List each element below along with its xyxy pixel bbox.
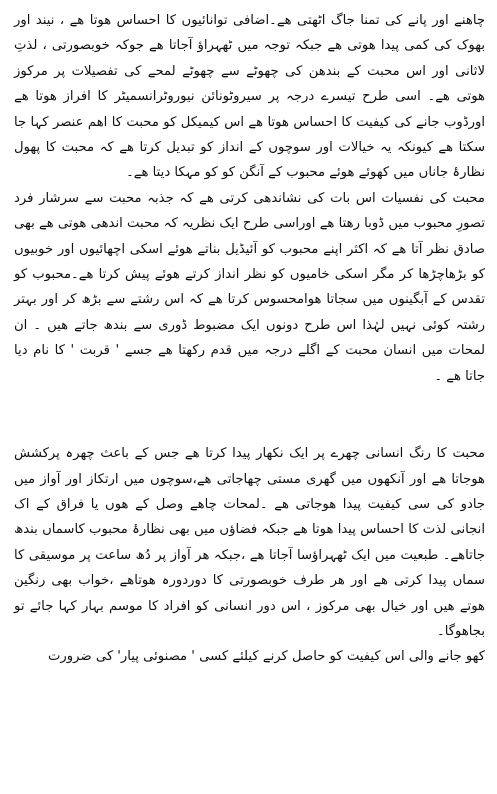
paragraph-spacer <box>14 389 485 441</box>
paragraph-4: کھو جانے والی اس کیفیت کو حاصل کرنے کیلئے کسی ' مصنوئی پیار' کی ضرورت <box>48 649 485 665</box>
paragraph-1: چاھنے اور پانے کی تمنا جاگ اٹھتی ھے۔اضافی توانائیوں کا احساس ھوتا ھے ، نیند اور بھوک کی کمی پیدا ھوتی ھے جبکہ توجہ میں ٹھہراؤ آجاتا ھے جوکہ خوبصورتی ، لذتِ لاثانی اور اس محبت کے بندھن کی چھوٹے سے چھوٹے لمحے کی تفصیلات پر مرکوز ھوتی ھے۔ اسی طرح تیسرے درجہ پر سیروٹونائن نیوروٹرانسمیٹر کا افراز ھوتا ھے اورڈوب جانے کی کیفیت کا احساس ھوتا ھے اس کیمیکل کو محبت کا اھم عنصر کہا جا سکتا ھے کیونکہ یہ خیالات اور سوچوں کے انداز کو تبدیل کرتا ھے کہ محبت کا پھول نظارۂ جاناں میں کھوئے ھوئے محبوب کے آنگن کو کو مہکا دیتا ھے۔ <box>14 13 485 181</box>
paragraph-3: محبت کا رنگ انسانی چھرے پر ایک نکھار پیدا کرتا ھے جس کے باعث چھرہ پرکشش ھوجاتا ھے اور آنکھوں میں گھری مستی چھاجاتی ھے،سوچوں میں ارتکاز اور آواز میں جادو کی سی کیفیت پیدا ھوجاتی ھے ۔لمحات چاھے وصل کے ھوں یا فراق کے اک انجانی لذت کا احساس پیدا ھوتا ھے جبکہ فضاؤں میں بھی نظارۂ محبوب کاسماں بندھ جاتاھے۔ طبعیت میں ایک ٹھہراؤسا آجاتا ھے ،جبکہ ھر آواز پر دُھ ساعت پر موسیقی کا سماں پیدا کرتی ھے اور ھر طرف خوبصورتی کا دوردورہ ھوتاھے ،خواب بھی رنگین ھوتے ھیں اور خیال بھی مرکوز ، اس دور انسانی کو افراد کا موسم بہار کہا جائے تو بجاھوگا۔ <box>14 446 485 639</box>
paragraph-2: محبت کی نفسیات اس بات کی نشاندھی کرتی ھے کہ جذبہ محبت سے سرشار فرد تصورِ محبوب میں ڈوبا رھتا ھے اوراسی طرح ایک نظریہ کہ محبت اندھی ھوتی ھے بھی صادق نظر آتا ھے کہ اکثر اپنے محبوب کو آئیڈیل بناتے ھوئے اسکی اچھائیوں اور خوبیوں کو بڑھاچڑھا کر مگر اسکی خامیوں کو نظر انداز کرتے ھوئے پیش کرتا ھے۔محبوب کو تقدس کے آبگینوں میں سجاتا ھوامحسوس کرتا ھے کہ اس رشتے سے بڑھ کر اور بہتر رشتہ کوئی نہیں لہٰذا اس طرح دونوں ایک مضبوط ڈوری سے بندھ جاتے ھیں ۔ ان لمحات میں انسان محبت کے اگلے درجہ میں قدم رکھتا ھے جسے ' قربت ' کا نام دیا جاتا ھے ۔ <box>14 190 485 384</box>
